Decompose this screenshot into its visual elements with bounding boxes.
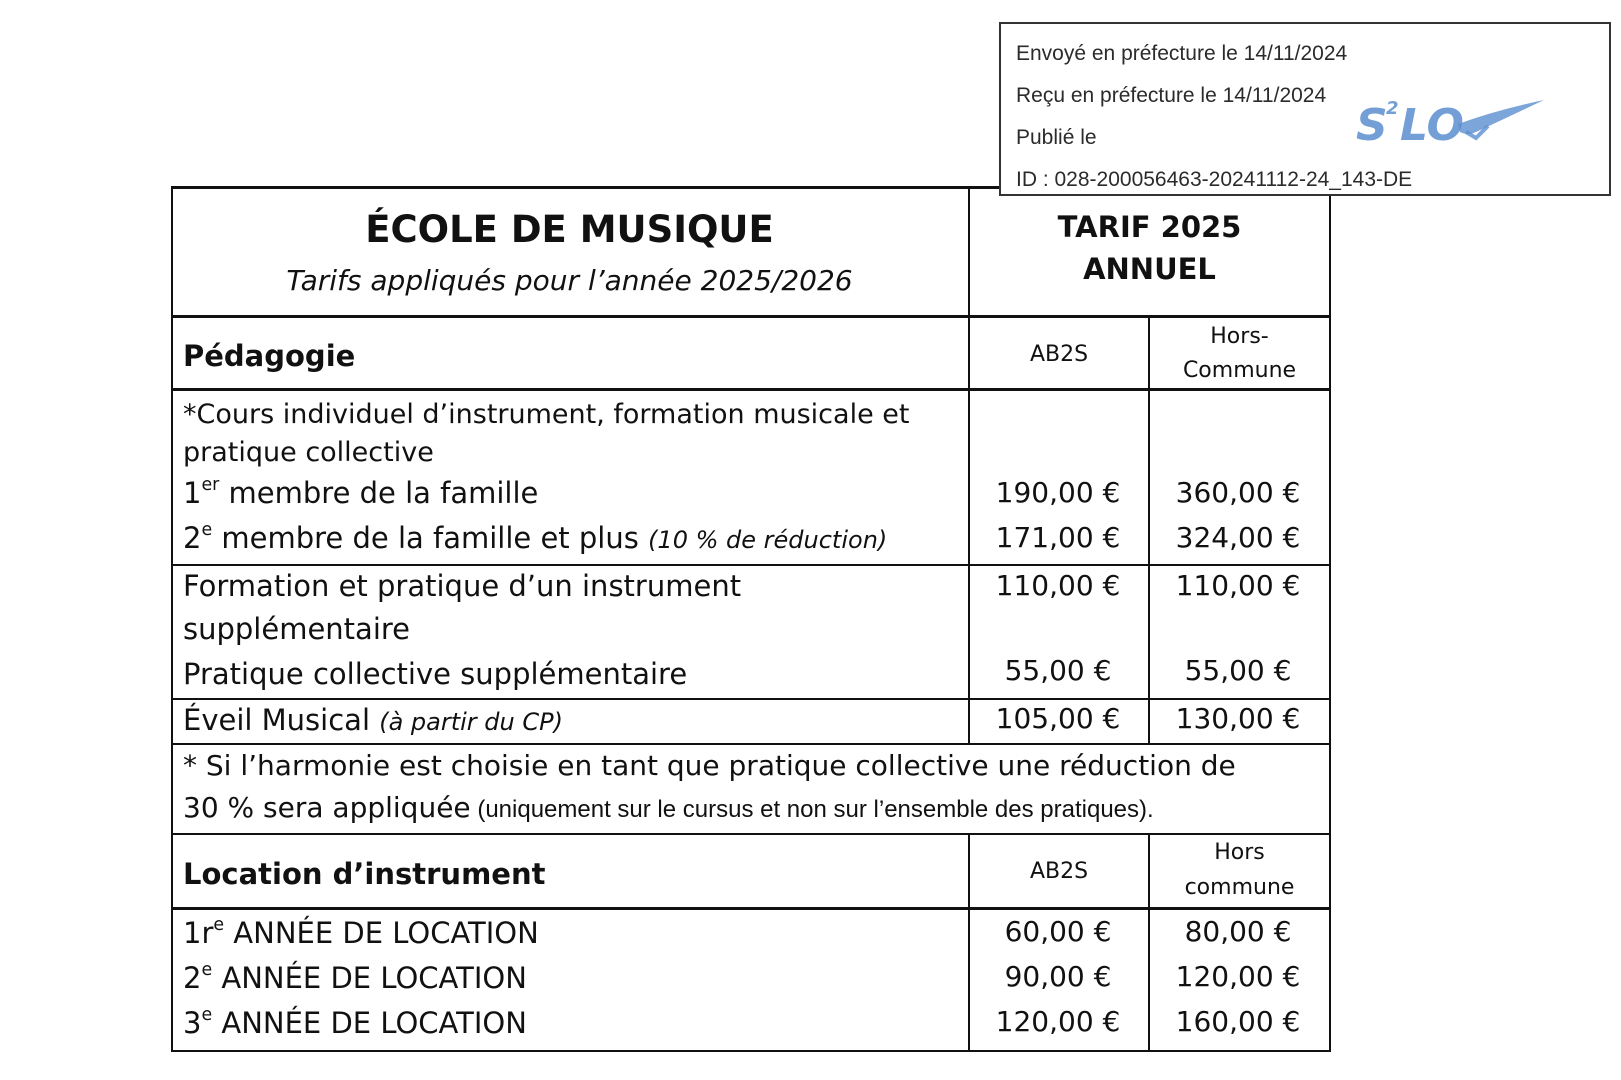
stamp-sent-date: Envoyé en préfecture le 14/11/2024 [1016,42,1348,65]
location-year1-label: $1r^e$ ANNÉE DE LOCATION [183,915,539,950]
col-hors-header-line2: Commune [1182,358,1297,383]
stamp-id: ID : 028-200056463-20241112-24_143-DE [1016,168,1413,191]
cours-description-line2: pratique collective [183,437,434,468]
location-col-hors-header-line1: Hors [1214,840,1265,865]
col-ab2s-header: AB2S [1029,342,1089,367]
s2lo-logo [1356,88,1556,168]
location-col-ab2s-header: AB2S [1029,859,1089,884]
location-year3-label: 3e ANNÉE DE LOCATION [183,1005,527,1040]
section-pedagogie: Pédagogie [183,339,356,373]
location-year3-hors-price: 160,00 € [1175,1005,1301,1038]
collective-supp-ab2s-price: 55,00 € [1004,654,1112,687]
instrument-supp-ab2s-price: 110,00 € [995,569,1121,602]
section-location: Location d’instrument [183,857,546,891]
tariff-table [171,186,1331,1052]
page-subtitle: Tarifs appliqués pour l’année 2025/2026 [286,264,853,297]
eveil-hors-price: 130,00 € [1175,702,1301,735]
location-year3-ab2s-price: 120,00 € [995,1005,1121,1038]
logo-letter-s: S [1356,100,1388,151]
logo-letters-lo: LO [1400,100,1464,151]
tarif-year-label: TARIF 2025 [1057,210,1242,244]
logo-superscript: 2 [1386,98,1399,119]
collective-supp-label: Pratique collective supplémentaire [183,657,688,691]
instrument-supp-hors-price: 110,00 € [1175,569,1301,602]
member2-hors-price: 324,00 € [1175,521,1301,554]
collective-supp-hors-price: 55,00 € [1184,654,1292,687]
prefecture-stamp [999,22,1611,196]
instrument-supp-line2: supplémentaire [183,612,411,646]
instrument-supp-line1: Formation et pratique d’un instrument [183,569,742,603]
cours-description-line1: *Cours individuel d’instrument, formation musicale et [183,399,910,430]
location-year2-label: 2e ANNÉE DE LOCATION [183,960,527,995]
page-title: ÉCOLE DE MUSIQUE [365,208,774,251]
stamp-received-date: Reçu en préfecture le 14/11/2024 [1016,84,1327,107]
member2-ab2s-price: 171,00 € [995,521,1121,554]
member1-hors-price: 360,00 € [1175,476,1301,509]
harmonie-note-line2: 30 % sera appliquée (uniquement sur le cursus et non sur l’ensemble des pratiques). [183,791,1154,824]
eveil-musical-label: Éveil Musical (à partir du CP) [183,703,563,737]
member1-label: 1er membre de la famille [183,475,539,510]
member1-ab2s-price: 190,00 € [995,476,1121,509]
location-year1-hors-price: 80,00 € [1184,915,1292,948]
tarif-annual-label: ANNUEL [1083,252,1216,286]
eveil-ab2s-price: 105,00 € [995,702,1121,735]
logo-swoosh-icon [1458,100,1544,134]
stamp-published: Publié le [1016,126,1097,149]
col-hors-header-line1: Hors- [1210,324,1269,349]
member2-label: 2e membre de la famille et plus (10 % de réduction) [183,520,888,555]
harmonie-note-line1: * Si l’harmonie est choisie en tant que pratique collective une réduction de [183,749,1236,782]
location-year2-hors-price: 120,00 € [1175,960,1301,993]
location-year2-ab2s-price: 90,00 € [1004,960,1112,993]
location-year1-ab2s-price: 60,00 € [1004,915,1112,948]
location-col-hors-header-line2: commune [1184,875,1295,900]
